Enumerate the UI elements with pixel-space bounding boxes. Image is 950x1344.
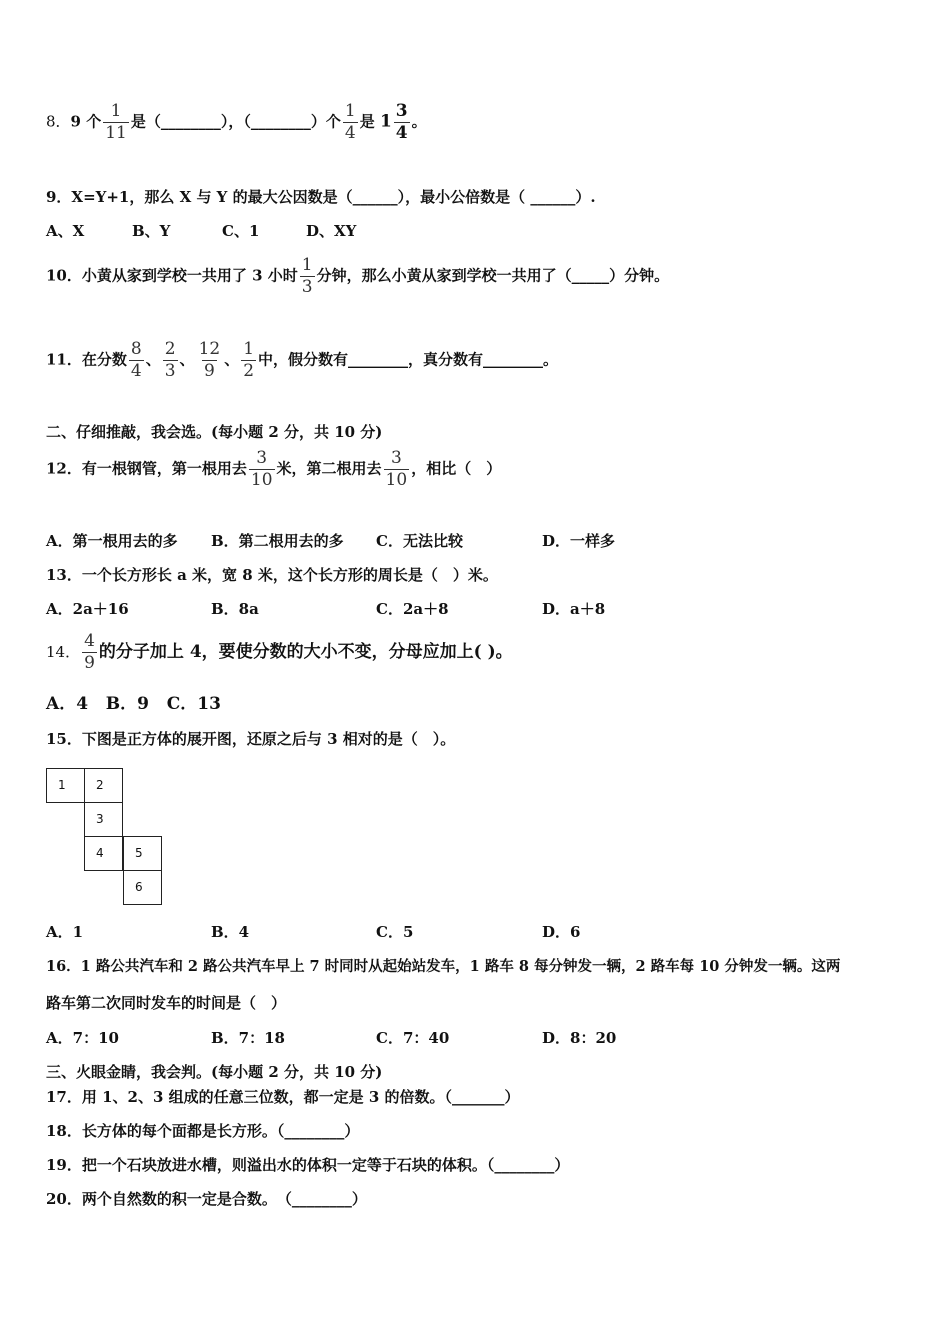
fraction-8-4 — [129, 341, 144, 380]
q12-text-a: 12．有一根钢管，第一根用去 — [46, 459, 247, 478]
q14-options[interactable]: A．4 B．9 C．13 — [46, 694, 221, 714]
q15-option-b[interactable]: B．4 — [211, 923, 250, 941]
separator: 、 — [224, 350, 240, 369]
frac-denominator: 11 — [105, 123, 127, 143]
question-13: 13．一个长方形长 a 米，宽 8 米，这个长方形的周长是（ ）米。 — [46, 566, 498, 584]
frac-numerator: 4 — [84, 631, 95, 651]
fraction-1-2 — [241, 341, 256, 380]
question-19: 19．把一个石块放进水槽，则溢出水的体积一定等于石块的体积。（________） — [46, 1156, 570, 1174]
fraction-2-3 — [163, 341, 178, 380]
frac-denominator: 9 — [84, 653, 95, 673]
frac-numerator: 3 — [256, 448, 268, 468]
separator: 、 — [145, 350, 161, 369]
q15-options — [46, 922, 580, 942]
fraction-12-9 — [197, 341, 223, 380]
question-16-line-1: 16．1 路公共汽车和 2 路公共汽车早上 7 时同时从起始站发车，1 路车 8 每分钟发一辆，2 路车每 10 分钟发一辆。这两 — [46, 958, 841, 975]
q12-option-d[interactable]: D．一样多 — [542, 532, 616, 550]
frac-numerator: 1 — [301, 255, 313, 275]
q16-option-c[interactable]: C．7：40 — [376, 1029, 450, 1047]
cube-face-6: 6 — [123, 870, 162, 905]
question-15: 15．下图是正方体的展开图，还原之后与 3 相对的是（ ）。 — [46, 730, 456, 748]
q15-option-d[interactable]: D．6 — [542, 923, 581, 941]
cube-face-5: 5 — [123, 836, 162, 871]
q8-text-b: 是（________），（________）个 — [130, 112, 341, 131]
q9-option-d[interactable]: D、XY — [306, 222, 357, 240]
q13-option-a[interactable]: A．2a＋16 — [46, 600, 129, 618]
q16-option-d[interactable]: D．8：20 — [542, 1029, 617, 1047]
q15-option-a[interactable]: A．1 — [46, 923, 84, 941]
question-11 — [46, 341, 558, 380]
frac-denominator: 3 — [164, 361, 176, 381]
q14-text: 的分子加上 4，要使分数的大小不变，分母应加上( )。 — [98, 642, 513, 662]
q16-options — [46, 1028, 616, 1048]
q9-option-c[interactable]: C、1 — [222, 222, 260, 240]
fraction-3-10 — [384, 450, 410, 489]
question-17: 17．用 1、2、3 组成的任意三位数，都一定是 3 的倍数。（_______） — [46, 1088, 520, 1106]
frac-numerator: 3 — [390, 448, 402, 468]
frac-numerator: 2 — [164, 339, 176, 359]
frac-numerator: 3 — [395, 101, 408, 121]
q13-option-b[interactable]: B．8a — [211, 600, 259, 618]
q12-option-a[interactable]: A．第一根用去的多 — [46, 532, 178, 550]
mixed-whole: 1 — [379, 111, 392, 132]
q13-options — [46, 599, 605, 619]
q8-number: 8． — [46, 112, 71, 131]
frac-denominator: 9 — [203, 361, 215, 381]
frac-denominator: 2 — [243, 361, 255, 381]
section-2-heading: 二、仔细推敲，我会选。(每小题 2 分，共 10 分) — [46, 423, 383, 441]
q10-text-b: 分钟，那么小黄从家到学校一共用了（_____）分钟。 — [316, 266, 670, 285]
fraction-3-4 — [394, 103, 410, 142]
section-3-heading: 三、火眼金睛，我会判。(每小题 2 分，共 10 分) — [46, 1063, 383, 1081]
fraction-1-4 — [343, 103, 358, 142]
q15-option-c[interactable]: C．5 — [376, 923, 414, 941]
frac-denominator: 10 — [250, 470, 273, 490]
frac-denominator: 4 — [395, 123, 408, 143]
frac-denominator: 4 — [130, 361, 142, 381]
question-12 — [46, 450, 501, 489]
q10-text-a: 10．小黄从家到学校一共用了 3 小时 — [46, 266, 298, 285]
q16-option-b[interactable]: B．7：18 — [211, 1029, 285, 1047]
frac-denominator: 3 — [301, 277, 313, 297]
question-14 — [46, 633, 513, 672]
q16-option-a[interactable]: A．7：10 — [46, 1029, 119, 1047]
q11-text-a: 11．在分数 — [46, 350, 127, 369]
q13-option-c[interactable]: C．2a＋8 — [376, 600, 449, 618]
q12-text-b: 米，第二根用去 — [276, 459, 382, 478]
question-18: 18．长方体的每个面都是长方形。（________） — [46, 1122, 360, 1140]
q8-text-c: 是 — [359, 112, 375, 131]
cube-face-3: 3 — [84, 802, 123, 837]
frac-numerator: 12 — [198, 339, 221, 359]
cube-face-2: 2 — [84, 768, 123, 803]
question-9: 9．X=Y+1，那么 X 与 Y 的最大公因数是（______），最小公倍数是（ ______）. — [46, 188, 596, 206]
question-16-line-2: 路车第二次同时发车的时间是（ ） — [46, 994, 287, 1012]
frac-numerator: 8 — [130, 339, 142, 359]
fraction-4-9 — [82, 633, 97, 672]
q11-text-b: 中，假分数有________，真分数有________。 — [258, 350, 559, 369]
fraction-1-3 — [300, 257, 315, 296]
question-10 — [46, 257, 669, 296]
q13-option-d[interactable]: D．a＋8 — [542, 600, 606, 618]
q12-option-c[interactable]: C．无法比较 — [376, 532, 463, 550]
q12-options — [46, 531, 615, 551]
frac-numerator: 1 — [243, 339, 255, 359]
question-20: 20．两个自然数的积一定是合数。 （________） — [46, 1190, 367, 1208]
fraction-3-10 — [249, 450, 275, 489]
q12-option-b[interactable]: B．第二根用去的多 — [211, 532, 344, 550]
q9-option-b[interactable]: B、Y — [132, 222, 171, 240]
q14-number: 14． — [46, 643, 81, 661]
q9-options — [46, 221, 356, 241]
frac-denominator: 4 — [344, 123, 356, 143]
q9-option-a[interactable]: A、X — [46, 222, 85, 240]
separator: 、 — [179, 350, 195, 369]
cube-face-4: 4 — [84, 836, 123, 871]
q8-end: 。 — [411, 112, 427, 131]
frac-numerator: 1 — [110, 101, 122, 121]
frac-denominator: 10 — [385, 470, 408, 490]
cube-face-1: 1 — [46, 768, 85, 803]
fraction-1-11 — [103, 103, 129, 142]
frac-numerator: 1 — [344, 101, 356, 121]
question-8 — [46, 103, 427, 142]
q8-text-a: 9 个 — [70, 112, 102, 131]
q12-text-c: ，相比（ ） — [411, 459, 502, 478]
